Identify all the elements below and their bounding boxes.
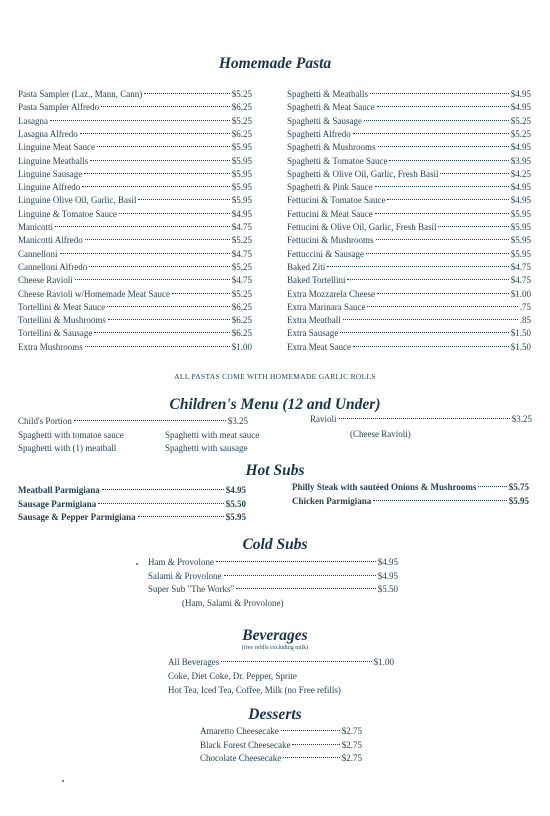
item-price: $1.50 <box>510 341 531 352</box>
leader-dots <box>370 93 509 94</box>
menu-item <box>18 208 252 220</box>
item-name: Spaghetti & Olive Oil, Garlic, Fresh Basil <box>287 168 439 179</box>
leader-dots <box>85 346 230 347</box>
item-name: Lasagna <box>18 115 48 126</box>
item-name: Tortellini & Meat Sauce <box>18 301 106 312</box>
item-name: Chocolate Cheesecake <box>200 753 282 763</box>
leader-dots <box>376 239 509 240</box>
item-name: Spaghetti & Pink Sauce <box>287 182 373 193</box>
leader-dots <box>101 106 230 107</box>
item-name: Linguine Olive Oil, Garlic, Basil <box>18 195 137 206</box>
item-name: All Beverages <box>168 657 220 667</box>
leader-dots <box>102 489 224 490</box>
menu-item <box>148 556 398 568</box>
menu-item <box>200 725 362 737</box>
item-price: $5.95 <box>231 195 252 206</box>
leader-dots <box>144 93 230 94</box>
item-name: Cheese Ravioli w/Homemade Meat Sauce <box>18 288 170 299</box>
item-price: $4.75 <box>510 275 531 286</box>
menu-item <box>18 511 246 523</box>
item-price: $5.25 <box>231 235 252 246</box>
menu-item <box>200 752 362 764</box>
leader-dots <box>107 306 230 307</box>
item-name: Pasta Sampler (Laz., Mann, Cann) <box>18 89 143 99</box>
menu-item <box>18 498 246 510</box>
beverages-heading: Beverages <box>242 627 308 644</box>
item-name: Pasta Sampler Alfredo <box>18 102 99 113</box>
item-price: $4.95 <box>510 195 531 206</box>
menu-item <box>287 261 531 273</box>
leader-dots <box>347 279 508 280</box>
item-price: $4.25 <box>510 168 531 179</box>
leader-dots <box>373 500 506 501</box>
leader-dots <box>216 561 376 562</box>
beverage-line: Hot Tea, Iced Tea, Coffee, Milk (no Free refills) <box>168 685 341 695</box>
child-option: Spaghetti with sausage <box>165 443 248 453</box>
item-price: $1.00 <box>510 288 531 299</box>
leader-dots <box>90 160 230 161</box>
child-option: Spaghetti with tomatoe sauce <box>18 430 124 440</box>
menu-item <box>287 208 531 220</box>
item-price: $5.25 <box>510 128 531 139</box>
item-name: Amaretto Cheesecake <box>200 726 279 736</box>
leader-dots <box>80 133 230 134</box>
item-price: $4.75 <box>231 248 252 259</box>
item-price: $4.95 <box>510 142 531 153</box>
item-price: $5.95 <box>510 235 531 246</box>
leader-dots <box>138 199 229 200</box>
leader-dots <box>281 730 340 731</box>
leader-dots <box>327 266 509 267</box>
item-name: Extra Sausage <box>287 328 339 339</box>
item-price: $5.95 <box>510 222 531 232</box>
menu-item <box>18 115 252 127</box>
item-price: $2.75 <box>341 739 362 750</box>
item-price: $5.25 <box>231 288 252 299</box>
item-name: Chicken Parmigiana <box>292 495 372 506</box>
desserts-heading: Desserts <box>248 706 302 723</box>
menu-item <box>287 181 531 193</box>
leader-dots <box>378 146 509 147</box>
leader-dots <box>375 186 509 187</box>
menu-item <box>18 181 252 193</box>
item-name: Tortellini & Mushrooms <box>18 315 106 326</box>
beverage-line: Coke, Diet Coke, Dr. Pepper, Sprite <box>168 671 297 681</box>
item-name: Sausage & Pepper Parmigiana <box>18 512 136 522</box>
item-price: $5.75 <box>508 482 529 492</box>
item-name: Fettuccini & Sausage <box>287 248 364 259</box>
item-name: Baked Tortellini <box>287 275 346 286</box>
leader-dots <box>60 253 230 254</box>
leader-dots <box>84 173 230 174</box>
item-name: Baked Ziti <box>287 261 326 272</box>
menu-item <box>287 115 531 127</box>
leader-dots <box>224 575 376 576</box>
item-price: $4.95 <box>377 570 398 581</box>
item-price: $5.25 <box>231 261 252 272</box>
item-name: Spaghetti & Mushrooms <box>287 142 376 153</box>
menu-item <box>18 261 252 273</box>
item-name: Lasagna Alfredo <box>18 128 78 139</box>
item-name: Tortellini & Sausage <box>18 328 93 339</box>
child-option: Spaghetti with meat sauce <box>165 430 260 440</box>
menu-item <box>18 288 252 300</box>
item-price: $5.25 <box>231 89 252 99</box>
item-price: $4.95 <box>510 89 531 99</box>
item-price: $5.95 <box>510 248 531 259</box>
pasta-heading: Homemade Pasta <box>218 55 332 72</box>
item-price: $5.25 <box>510 115 531 126</box>
leader-dots <box>50 120 230 121</box>
menu-item <box>287 141 531 153</box>
item-price: $4.75 <box>231 275 252 286</box>
menu-item <box>287 327 531 339</box>
item-name: Linguine Meatballs <box>18 155 89 166</box>
menu-item <box>292 495 529 507</box>
item-price: $5.95 <box>231 142 252 153</box>
menu-item <box>287 234 531 246</box>
item-price: $4.95 <box>510 182 531 193</box>
item-name: Extra Meatball <box>287 315 341 326</box>
item-name: Spaghetti & Sausage <box>287 115 362 126</box>
leader-dots <box>74 420 226 421</box>
ravioli-note: (Cheese Ravioli) <box>350 429 411 439</box>
leader-dots <box>389 160 508 161</box>
item-price: $1.00 <box>231 341 252 352</box>
menu-item <box>18 194 252 206</box>
leader-dots <box>438 226 508 227</box>
menu-item <box>18 248 252 260</box>
menu-item <box>287 341 531 353</box>
menu-item <box>18 101 252 113</box>
item-price: $4.95 <box>225 485 246 495</box>
beverages-subtitle: (free refills excluding milk) <box>241 645 309 651</box>
item-price: $5.95 <box>231 155 252 166</box>
leader-dots <box>364 120 509 121</box>
menu-item <box>200 739 362 751</box>
menu-item <box>287 248 531 260</box>
item-name: Spaghetti & Tomatoe Sauce <box>287 155 388 166</box>
item-name: Linguine & Tomatoe Sauce <box>18 208 117 219</box>
leader-dots <box>283 757 340 758</box>
item-name: Spaghetti & Meat Sauce <box>287 102 375 113</box>
menu-item <box>18 168 252 180</box>
menu-item <box>18 155 252 167</box>
leader-dots <box>353 346 509 347</box>
menu-item <box>18 341 252 353</box>
item-name: Ham & Provolone <box>148 557 214 567</box>
pasta-note: ALL PASTAS COME WITH HOMEMADE GARLIC ROLLS <box>174 372 376 381</box>
item-price: $6.25 <box>231 128 252 139</box>
item-name: Black Forest Cheesecake <box>200 739 291 750</box>
leader-dots <box>82 186 230 187</box>
item-price: $5.50 <box>225 498 246 509</box>
child-option: Spaghetti with (1) meatball <box>18 443 117 453</box>
item-name: Spaghetti & Meatballs <box>287 89 368 99</box>
item-name: Extra Marinara Sauce <box>287 301 366 312</box>
item-price: $1.50 <box>510 328 531 339</box>
item-price: $3.25 <box>511 414 532 424</box>
menu-item <box>287 194 531 206</box>
print-speck <box>62 780 64 782</box>
item-price: $5.95 <box>508 495 529 506</box>
menu-item <box>18 128 252 140</box>
item-name: Sausage Parmigiana <box>18 498 97 509</box>
item-price: $5.95 <box>225 512 246 522</box>
item-price: $4.75 <box>231 222 252 232</box>
ravioli-item <box>310 413 532 425</box>
menu-item <box>18 274 252 286</box>
leader-dots <box>375 213 509 214</box>
item-name: Ravioli <box>310 414 337 424</box>
leader-dots <box>340 332 509 333</box>
children-heading: Children's Menu (12 and Under) <box>169 396 381 413</box>
leader-dots <box>98 503 223 504</box>
item-price: .85 <box>519 315 531 326</box>
item-name: Philly Steak with sautéed Onions & Mushrooms <box>292 482 477 492</box>
menu-item <box>287 314 531 326</box>
leader-dots <box>75 279 230 280</box>
item-name: Extra Mushrooms <box>18 341 83 352</box>
leader-dots <box>119 213 230 214</box>
leader-dots <box>292 744 339 745</box>
menu-item <box>18 484 246 496</box>
menu-item <box>287 101 531 113</box>
item-name: Linguine Sausage <box>18 168 83 179</box>
super-sub-note: (Ham, Salami & Provolone) <box>182 598 284 608</box>
leader-dots <box>85 239 230 240</box>
leader-dots <box>97 146 230 147</box>
menu-item <box>287 274 531 286</box>
menu-item <box>18 234 252 246</box>
menu-item <box>287 221 531 233</box>
item-price: $3.95 <box>510 155 531 166</box>
leader-dots <box>366 253 509 254</box>
item-price: $6.25 <box>231 102 252 113</box>
hot-subs-heading: Hot Subs <box>245 462 305 479</box>
item-name: Cannelloni <box>18 248 58 259</box>
item-price: $4.95 <box>510 102 531 113</box>
item-price: $3.25 <box>227 416 248 426</box>
leader-dots <box>343 319 518 320</box>
cold-subs-heading: Cold Subs <box>242 536 308 553</box>
item-name: Cannelloni Alfredo <box>18 261 88 272</box>
item-name: Child's Portion <box>18 416 72 426</box>
item-name: Extra Mozzarela Cheese <box>287 288 375 299</box>
menu-item <box>287 128 531 140</box>
item-name: Fettucini & Mushrooms <box>287 235 374 246</box>
menu-item <box>18 221 252 233</box>
item-price: $4.95 <box>377 557 398 567</box>
leader-dots <box>387 199 508 200</box>
item-price: $6.25 <box>231 328 252 339</box>
item-name: Manicotti Alfredo <box>18 235 83 246</box>
menu-item <box>18 314 252 326</box>
item-price: $5.25 <box>231 115 252 126</box>
menu-item <box>18 141 252 153</box>
item-price: $4.75 <box>510 261 531 272</box>
item-name: Fettucini & Tomatoe Sauce <box>287 195 386 206</box>
item-price: .75 <box>519 301 531 312</box>
menu-item <box>148 570 398 582</box>
leader-dots <box>138 516 224 517</box>
menu-item <box>292 481 529 493</box>
leader-dots <box>108 319 230 320</box>
menu-item <box>287 155 531 167</box>
item-price: $2.75 <box>341 753 362 763</box>
menu-item <box>18 301 252 313</box>
menu-item <box>287 301 531 313</box>
leader-dots <box>339 418 510 419</box>
item-name: Spaghetti Alfredo <box>287 128 351 139</box>
menu-item <box>148 583 398 595</box>
leader-dots <box>55 226 230 227</box>
item-name: Fettucini & Olive Oil, Garlic, Fresh Basil <box>287 222 437 232</box>
menu-item <box>18 88 252 100</box>
menu-item <box>287 168 531 180</box>
item-name: Cheese Ravioli <box>18 275 73 286</box>
leader-dots <box>236 588 376 589</box>
item-price: $4.95 <box>231 208 252 219</box>
item-name: Fettucini & Meat Sauce <box>287 208 373 219</box>
item-price: $5.95 <box>231 168 252 179</box>
all-beverages-item <box>168 656 394 668</box>
item-price: $2.75 <box>341 726 362 736</box>
leader-dots <box>367 306 517 307</box>
item-price: $6.25 <box>231 301 252 312</box>
item-price: $5.50 <box>377 584 398 594</box>
item-price: $5.95 <box>510 208 531 219</box>
item-name: Meatball Parmigiana <box>18 485 100 495</box>
item-name: Super Sub "The Works" <box>148 584 235 594</box>
menu-item <box>287 288 531 300</box>
childs-portion-item <box>18 415 248 427</box>
item-price: $5.95 <box>231 182 252 193</box>
item-name: Salami & Provolone <box>148 570 222 581</box>
leader-dots <box>172 293 230 294</box>
leader-dots <box>89 266 230 267</box>
leader-dots <box>377 106 509 107</box>
item-name: Extra Meat Sauce <box>287 341 351 352</box>
print-speck <box>136 563 138 565</box>
leader-dots <box>377 293 509 294</box>
item-name: Manicotti <box>18 222 53 232</box>
item-price: $1.00 <box>373 657 394 667</box>
menu-item <box>287 88 531 100</box>
item-name: Linguine Meat Sauce <box>18 142 95 153</box>
item-price: $6.25 <box>231 315 252 326</box>
menu-item <box>18 327 252 339</box>
leader-dots <box>221 661 372 662</box>
leader-dots <box>478 486 506 487</box>
item-name: Linguine Alfredo <box>18 182 81 193</box>
leader-dots <box>353 133 509 134</box>
leader-dots <box>440 173 508 174</box>
leader-dots <box>94 332 229 333</box>
